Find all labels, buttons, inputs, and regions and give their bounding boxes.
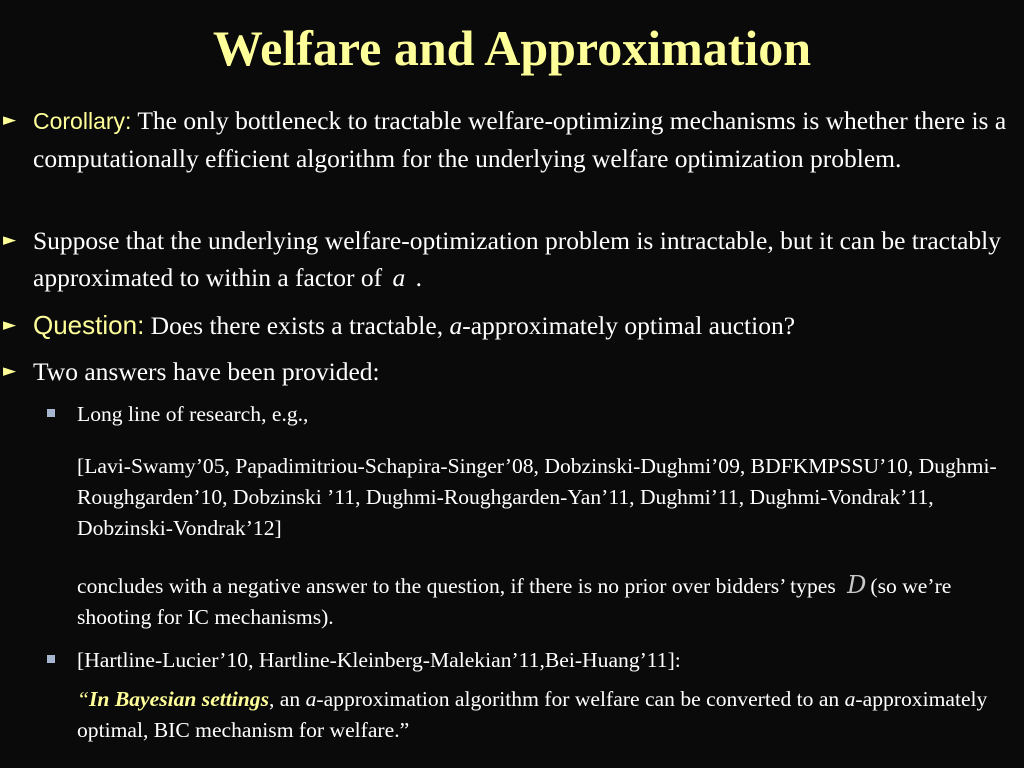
quote-var2: a — [844, 687, 856, 711]
sub-bullet-hartline — [77, 645, 1022, 676]
references-text: [Lavi-Swamy’05, Papadimitriou-Schapira-Singer’08, Dobzinski-Dughmi’09, BDFKMPSSU’10, Dughmi-Roughgarden’10, Dobzinski ’11, Dughmi-Roughgarden-Yan’11, Dughmi’11, Dughmi-Vondrak’11, Dobzinski-Vondrak’12] — [77, 454, 997, 540]
bayesian-quote — [77, 684, 1022, 746]
triangle-right-icon: ► — [3, 361, 17, 381]
corollary-text: The only bottleneck to tractable welfare-optimizing mechanisms is whether there is a computationally efficient algorithm for the underlying welfare optimization problem. — [33, 106, 1007, 173]
triangle-right-icon: ► — [3, 110, 17, 130]
question-text: Does there exists a tractable, — [144, 311, 450, 340]
bayesian-emphasis: In Bayesian settings — [89, 687, 269, 711]
question-text-end: -approximately optimal auction? — [462, 311, 796, 340]
sub-bullet-long-line — [77, 399, 1022, 430]
negative-conclusion — [77, 570, 1022, 633]
prior-distribution-symbol: D — [847, 571, 867, 599]
bullet-two-answers — [3, 353, 1018, 390]
bullet-corollary — [3, 102, 1018, 177]
suppose-text-end: . — [409, 263, 422, 292]
triangle-right-icon: ► — [3, 315, 17, 335]
quote-part3: -approximately optimal, BIC mechanism for welfare.” — [77, 687, 988, 742]
approx-factor-var: a — [392, 263, 406, 292]
conclusion-text-end: (so we’re shooting for IC mechanisms). — [77, 574, 952, 629]
quote-part1: , an — [269, 687, 306, 711]
question-label: Question: — [33, 310, 145, 340]
two-answers-text: Two answers have been provided: — [33, 357, 380, 386]
quote-var1: a — [305, 687, 317, 711]
square-icon — [47, 655, 55, 663]
conclusion-text: concludes with a negative answer to the question, if there is no prior over bidders’ types — [77, 574, 842, 598]
long-line-text: Long line of research, e.g., — [77, 402, 309, 426]
hartline-refs: [Hartline-Lucier’10, Hartline-Kleinberg-Malekian’11,Bei-Huang’11]: — [77, 648, 681, 672]
bullet-suppose — [3, 222, 1018, 296]
slide-title: Welfare and Approximation — [212, 20, 812, 76]
references-list — [77, 451, 1022, 544]
bullet-question — [3, 307, 1018, 344]
quote-part2: -approximation algorithm for welfare can be converted to an — [316, 687, 845, 711]
quote-open: “ — [77, 687, 90, 711]
question-var: a — [449, 311, 463, 340]
triangle-right-icon: ► — [3, 230, 17, 250]
square-icon — [47, 409, 55, 417]
suppose-text: Suppose that the underlying welfare-optimization problem is intractable, but it can be tractably approximated to within a factor of — [33, 226, 1001, 292]
corollary-label: Corollary: — [33, 108, 132, 134]
